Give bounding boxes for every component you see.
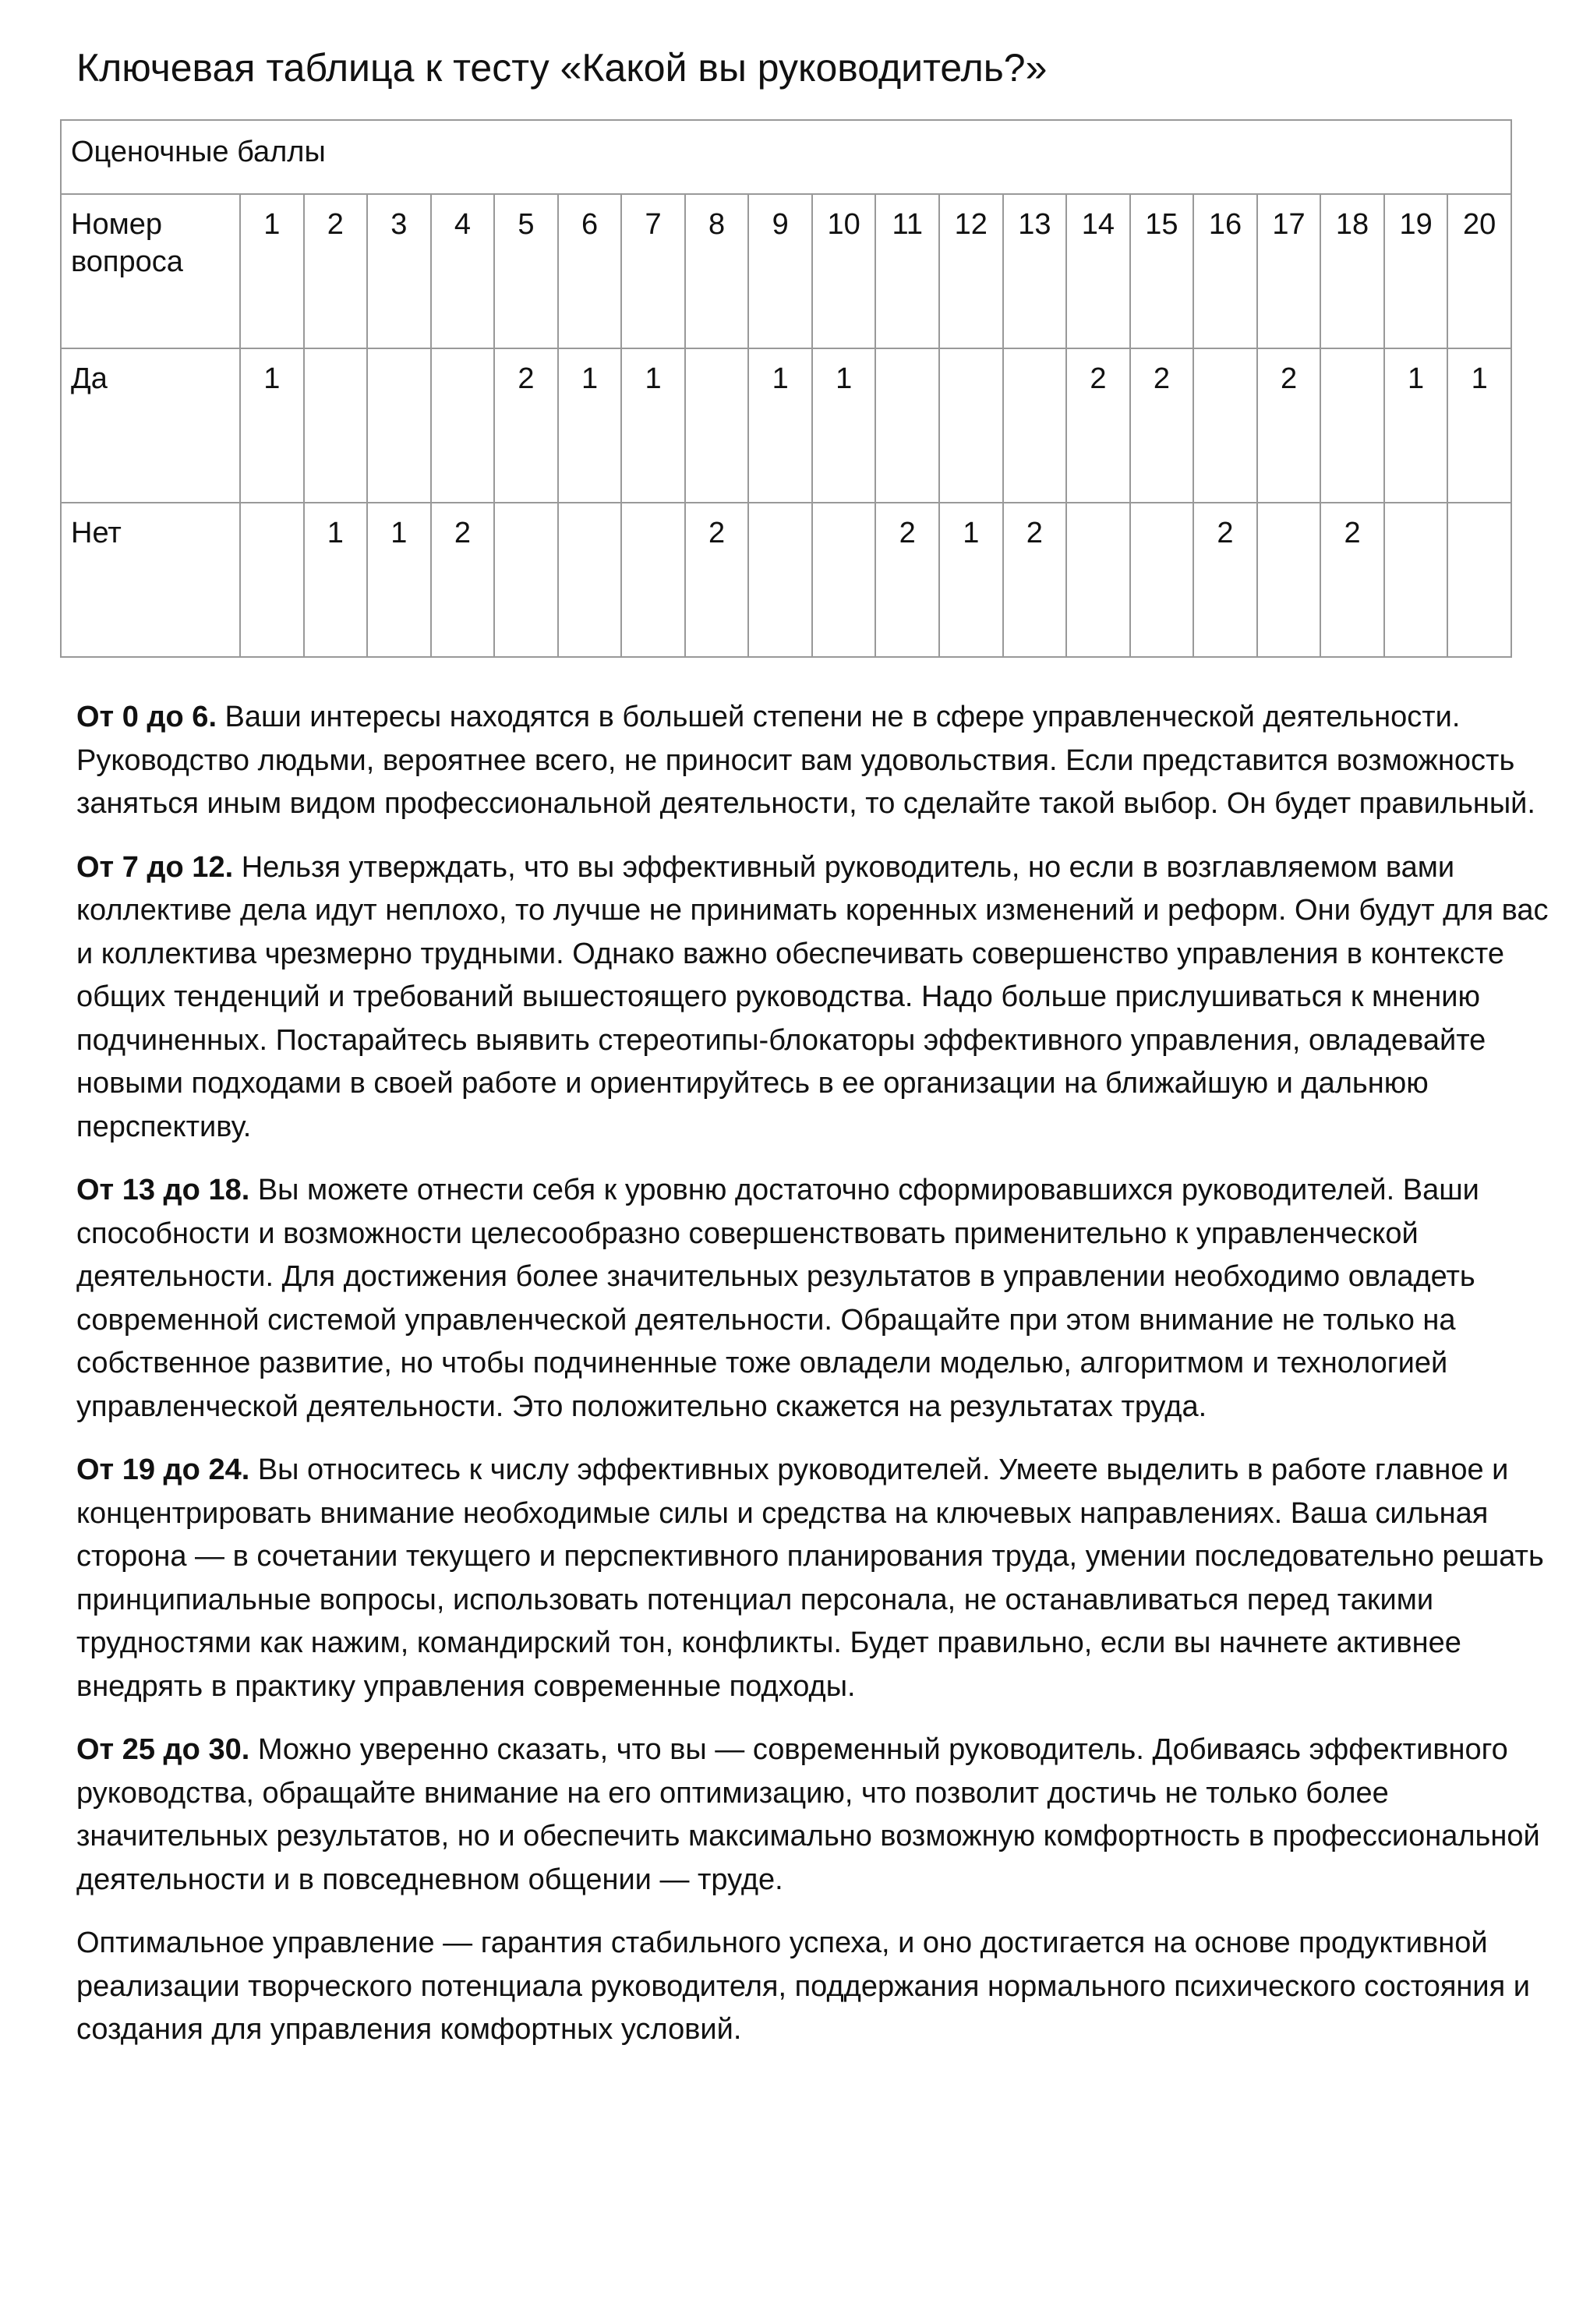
interpretation-section: [76, 696, 1549, 2072]
table-cell: 9: [748, 194, 812, 348]
table-cell: 7: [621, 194, 685, 348]
table-cell: [1066, 503, 1130, 657]
table-cell: [1257, 503, 1321, 657]
table-cell: [1193, 348, 1257, 503]
table-cell: [431, 348, 495, 503]
table-cell: 17: [1257, 194, 1321, 348]
score-range-paragraph: [76, 846, 1549, 1150]
table-cell: [812, 503, 876, 657]
table-cell: [304, 348, 368, 503]
table-cell: 19: [1384, 194, 1448, 348]
score-range-label: От 25 до 30.: [76, 1733, 250, 1766]
table-body: [61, 120, 1511, 657]
table-cell: 2: [685, 503, 749, 657]
yes-row: [61, 348, 1511, 503]
no-row: [61, 503, 1511, 657]
table-cell: [685, 348, 749, 503]
row-label: Нет: [61, 503, 240, 657]
question-number-row: [61, 194, 1511, 348]
table-cell: 2: [1193, 503, 1257, 657]
table-cell: 2: [431, 503, 495, 657]
score-range-text: Вы относитесь к числу эффективных руководителей. Умеете выделить в работе главное и концентрировать внимание необходимые силы и средства на ключевых направлениях. Ваша сильная сторона — в сочетании текущего и перспективного планирования труда, умении последовательно решать принципиальные вопросы, использовать потенциал персонала, не останавливаться перед такими трудностями как нажим, командирский тон, конфликты. Будет правильно, если вы начнете активнее внедрять в практику управления современные подходы.: [76, 1453, 1544, 1703]
table-cell: 1: [621, 348, 685, 503]
table-cell: 1: [558, 348, 622, 503]
table-cell: [1447, 503, 1511, 657]
score-range-text: Ваши интересы находятся в большей степени не в сфере управленческой деятельности. Руководство людьми, вероятнее всего, не приносит вам удовольствия. Если представится возможность заняться иным видом профессиональной деятельности, то сделайте такой выбор. Он будет правильный.: [76, 701, 1535, 820]
table-cell: [621, 503, 685, 657]
table-cell: 2: [494, 348, 558, 503]
table-cell: 4: [431, 194, 495, 348]
table-cell: 16: [1193, 194, 1257, 348]
score-range-paragraph: [76, 696, 1549, 826]
table-cell: 1: [1447, 348, 1511, 503]
table-cell: 2: [875, 503, 939, 657]
score-range-label: От 19 до 24.: [76, 1453, 250, 1486]
table-cell: [558, 503, 622, 657]
table-cell: 1: [240, 348, 304, 503]
table-cell: 2: [304, 194, 368, 348]
score-range-paragraph: [76, 1729, 1549, 1902]
score-range-text: Вы можете отнести себя к уровню достаточно сформировавшихся руководителей. Ваши способности и возможности целесообразно совершенствовать применительно к управленческой деятельности. Для достижения более значительных результатов в управлении необходимо овладеть современной системой управленческой деятельности. Обращайте при этом внимание не только на собственное развитие, но чтобы подчиненные тоже овладели моделью, алгоритмом и технологией управленческой деятельности. Это положительно скажется на результатах труда.: [76, 1174, 1479, 1423]
table-cell: [875, 348, 939, 503]
table-cell: 20: [1447, 194, 1511, 348]
table-cell: 1: [367, 503, 431, 657]
table-cell: [1003, 348, 1067, 503]
table-cell: 3: [367, 194, 431, 348]
table-cell: 2: [1003, 503, 1067, 657]
table-header-cell: Оценочные баллы: [61, 120, 1511, 194]
table-cell: 10: [812, 194, 876, 348]
table-cell: 18: [1320, 194, 1384, 348]
score-range-label: От 13 до 18.: [76, 1174, 250, 1206]
table-cell: 2: [1066, 348, 1130, 503]
table-cell: 8: [685, 194, 749, 348]
table-cell: 14: [1066, 194, 1130, 348]
table-cell: 6: [558, 194, 622, 348]
table-cell: [1384, 503, 1448, 657]
row-label: Да: [61, 348, 240, 503]
table-cell: [748, 503, 812, 657]
table-cell: 5: [494, 194, 558, 348]
table-cell: 1: [748, 348, 812, 503]
table-cell: 2: [1320, 503, 1384, 657]
score-range-label: От 0 до 6.: [76, 701, 217, 733]
score-range-text: Нельзя утверждать, что вы эффективный руководитель, но если в возглавляемом вами коллективе дела идут неплохо, то лучше не принимать коренных изменений и реформ. Они будут для вас и коллектива чрезмерно трудными. Однако важно обеспечивать совершенство управления в контексте общих тенденций и требований вышестоящего руководства. Надо больше прислушиваться к мнению подчиненных. Постарайтесь выявить стереотипы-блокаторы эффективного управления, овладевайте новыми подходами в своей работе и ориентируйтесь в ее организации на ближайшую и дальнюю перспективу.: [76, 850, 1549, 1143]
table-cell: 2: [1257, 348, 1321, 503]
row-label: Номер вопроса: [61, 194, 240, 348]
table-cell: 15: [1130, 194, 1194, 348]
table-cell: 1: [240, 194, 304, 348]
conclusion-paragraph: Оптимальное управление — гарантия стабильного успеха, и оно достигается на основе продуктивной реализации творческого потенциала руководителя, поддержания нормального психического состояния и создания для управления комфортных условий.: [76, 1927, 1530, 2046]
page-title: Ключевая таблица к тесту «Какой вы руководитель?»: [76, 46, 1048, 90]
table-cell: [1130, 503, 1194, 657]
score-key-table: [60, 119, 1512, 658]
table-cell: 13: [1003, 194, 1067, 348]
table-cell: 1: [1384, 348, 1448, 503]
table-cell: [240, 503, 304, 657]
table-cell: 1: [939, 503, 1003, 657]
score-range-paragraph: [76, 1169, 1549, 1429]
table-cell: 11: [875, 194, 939, 348]
table-header-row: [61, 120, 1511, 194]
table-cell: 2: [1130, 348, 1194, 503]
table-cell: 1: [812, 348, 876, 503]
table-cell: 12: [939, 194, 1003, 348]
table-cell: [1320, 348, 1384, 503]
table-cell: 1: [304, 503, 368, 657]
table-cell: [939, 348, 1003, 503]
score-range-text: Можно уверенно сказать, что вы — современный руководитель. Добиваясь эффективного руководства, обращайте внимание на его оптимизацию, что позволит достичь не только более значительных результатов, но и обеспечить максимально возможную комфортность в профессиональной деятельности и в повседневном общении — труде.: [76, 1733, 1540, 1896]
score-range-paragraph: [76, 1449, 1549, 1708]
table-cell: [367, 348, 431, 503]
table-cell: [494, 503, 558, 657]
score-range-label: От 7 до 12.: [76, 850, 234, 884]
